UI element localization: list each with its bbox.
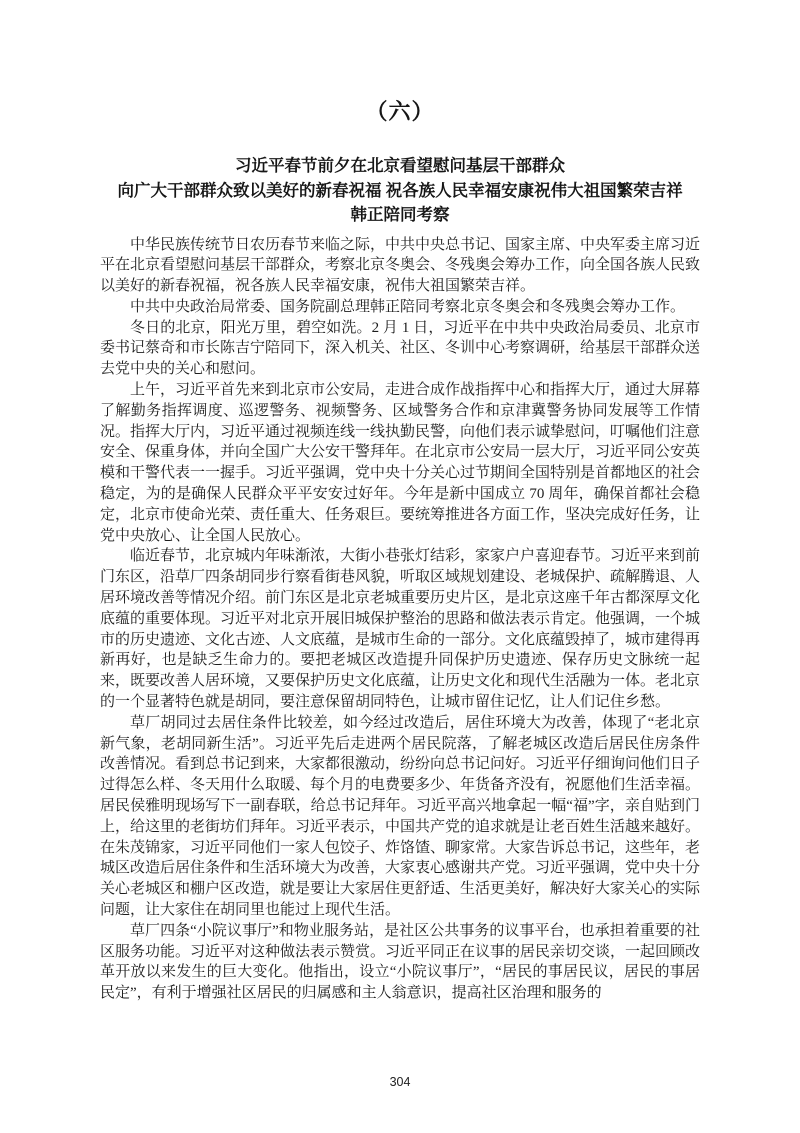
paragraph-4: 上午，习近平首先来到北京市公安局，走进合成作战指挥中心和指挥大厅，通过大屏幕了解勤务指挥调度、巡逻警务、视频警务、区域警务合作和京津冀警务协同发展等工作情况。指挥大厅内，习近平通过视频连线一线执勤民警，向他们表示诚挚慰问，叮嘱他们注意安全、保重身体，并向全国广大公安干警拜年。在北京市公安局一层大厅，习近平同公安英模和干警代表一一握手。习近平强调，党中央十分关心过节期间全国特别是首都地区的社会稳定，为的是确保人民群众平平安安过好年。今年是新中国成立 70 周年，确保首都社会稳定，北京市使命光荣、责任重大、任务艰巨。要统筹推进各方面工作，坚决完成好任务，让党中央放心、让全国人民放心。 bbox=[100, 382, 701, 544]
page-number: 304 bbox=[389, 1075, 411, 1089]
article-title bbox=[0, 154, 800, 228]
paragraph-7: 草厂四条“小院议事厅”和物业服务站，是社区公共事务的议事平台，也承担着重要的社区服务功能。习近平对这种做法表示赞赏。习近平同正在议事的居民亲切交谈，一起回顾改革开放以来发生的巨大变化。他指出，设立“小院议事厅”，“居民的事居民议，居民的事居民定”，有利于增强社区居民的归属感和主人翁意识，提高社区治理和服务的 bbox=[100, 922, 701, 1002]
article-title-line-3: 韩正陪同考察 bbox=[350, 205, 450, 224]
section-number-heading: （六） bbox=[365, 99, 435, 124]
paragraph-2: 中共中央政治局常委、国务院副总理韩正陪同考察北京冬奥会和冬残奥会筹办工作。 bbox=[130, 298, 686, 315]
article-body bbox=[100, 235, 700, 1004]
article-title-line-1: 习近平春节前夕在北京看望慰问基层干部群众 bbox=[235, 156, 565, 175]
paragraph-5: 临近春节，北京城内年味渐浓，大街小巷张灯结彩，家家户户喜迎春节。习近平来到前门东区，沿草厂四条胡同步行察看街巷风貌，听取区域规划建设、老城保护、疏解腾退、人居环境改善等情况介绍。前门东区是北京老城重要历史片区，是北京这座千年古都深厚文化底蕴的重要体现。习近平对北京开展旧城保护整治的思路和做法表示肯定。他强调，一个城市的历史遗迹、文化古迹、人文底蕴，是城市生命的一部分。文化底蕴毁掉了，城市建得再新再好，也是缺乏生命力的。要把老城区改造提升同保护历史遗迹、保存历史文脉统一起来，既要改善人居环境，又要保护历史文化底蕴，让历史文化和现代生活融为一体。老北京的一个显著特色就是胡同，要注意保留胡同特色，让城市留住记忆，让人们记住乡愁。 bbox=[100, 548, 701, 711]
paragraph-1: 中华民族传统节日农历春节来临之际，中共中央总书记、国家主席、中央军委主席习近平在北京看望慰问基层干部群众，考察北京冬奥会、冬残奥会筹办工作，向全国各族人民致以美好的新春祝福，祝各族人民幸福安康，祝伟大祖国繁荣吉祥。 bbox=[100, 236, 701, 295]
article-title-line-2: 向广大干部群众致以美好的新春祝福 祝各族人民幸福安康祝伟大祖国繁荣吉祥 bbox=[117, 180, 683, 200]
paragraph-3: 冬日的北京，阳光万里，碧空如洗。2 月 1 日，习近平在中共中央政治局委员、北京市委书记蔡奇和市长陈吉宁陪同下，深入机关、社区、冬训中心考察调研，给基层干部群众送去党中央的关心和慰问。 bbox=[100, 319, 701, 378]
paragraph-6: 草厂胡同过去居住条件比较差，如今经过改造后，居住环境大为改善，体现了“老北京新气象，老胡同新生活”。习近平先后走进两个居民院落，了解老城区改造后居民住房条件改善情况。看到总书记到来，大家都很激动，纷纷向总书记问好。习近平仔细询问他们日子过得怎么样、冬天用什么取暖、每个月的电费要多少、年货备齐没有，祝愿他们生活幸福。居民侯雅明现场写下一副春联，给总书记拜年。习近平高兴地拿起一幅“福”字，亲自贴到门上，给这里的老街坊们拜年。习近平表示，中国共产党的追求就是让老百姓生活越来越好。在朱茂锦家，习近平同他们一家人包饺子、炸饹馇、聊家常。大家告诉总书记，这些年，老城区改造后居住条件和生活环境大为改善，大家衷心感谢共产党。习近平强调，党中央十分关心老城区和棚户区改造，就是要让大家居住更舒适、生活更美好，解决好大家关心的实际问题，让大家住在胡同里也能过上现代生活。 bbox=[100, 714, 701, 918]
